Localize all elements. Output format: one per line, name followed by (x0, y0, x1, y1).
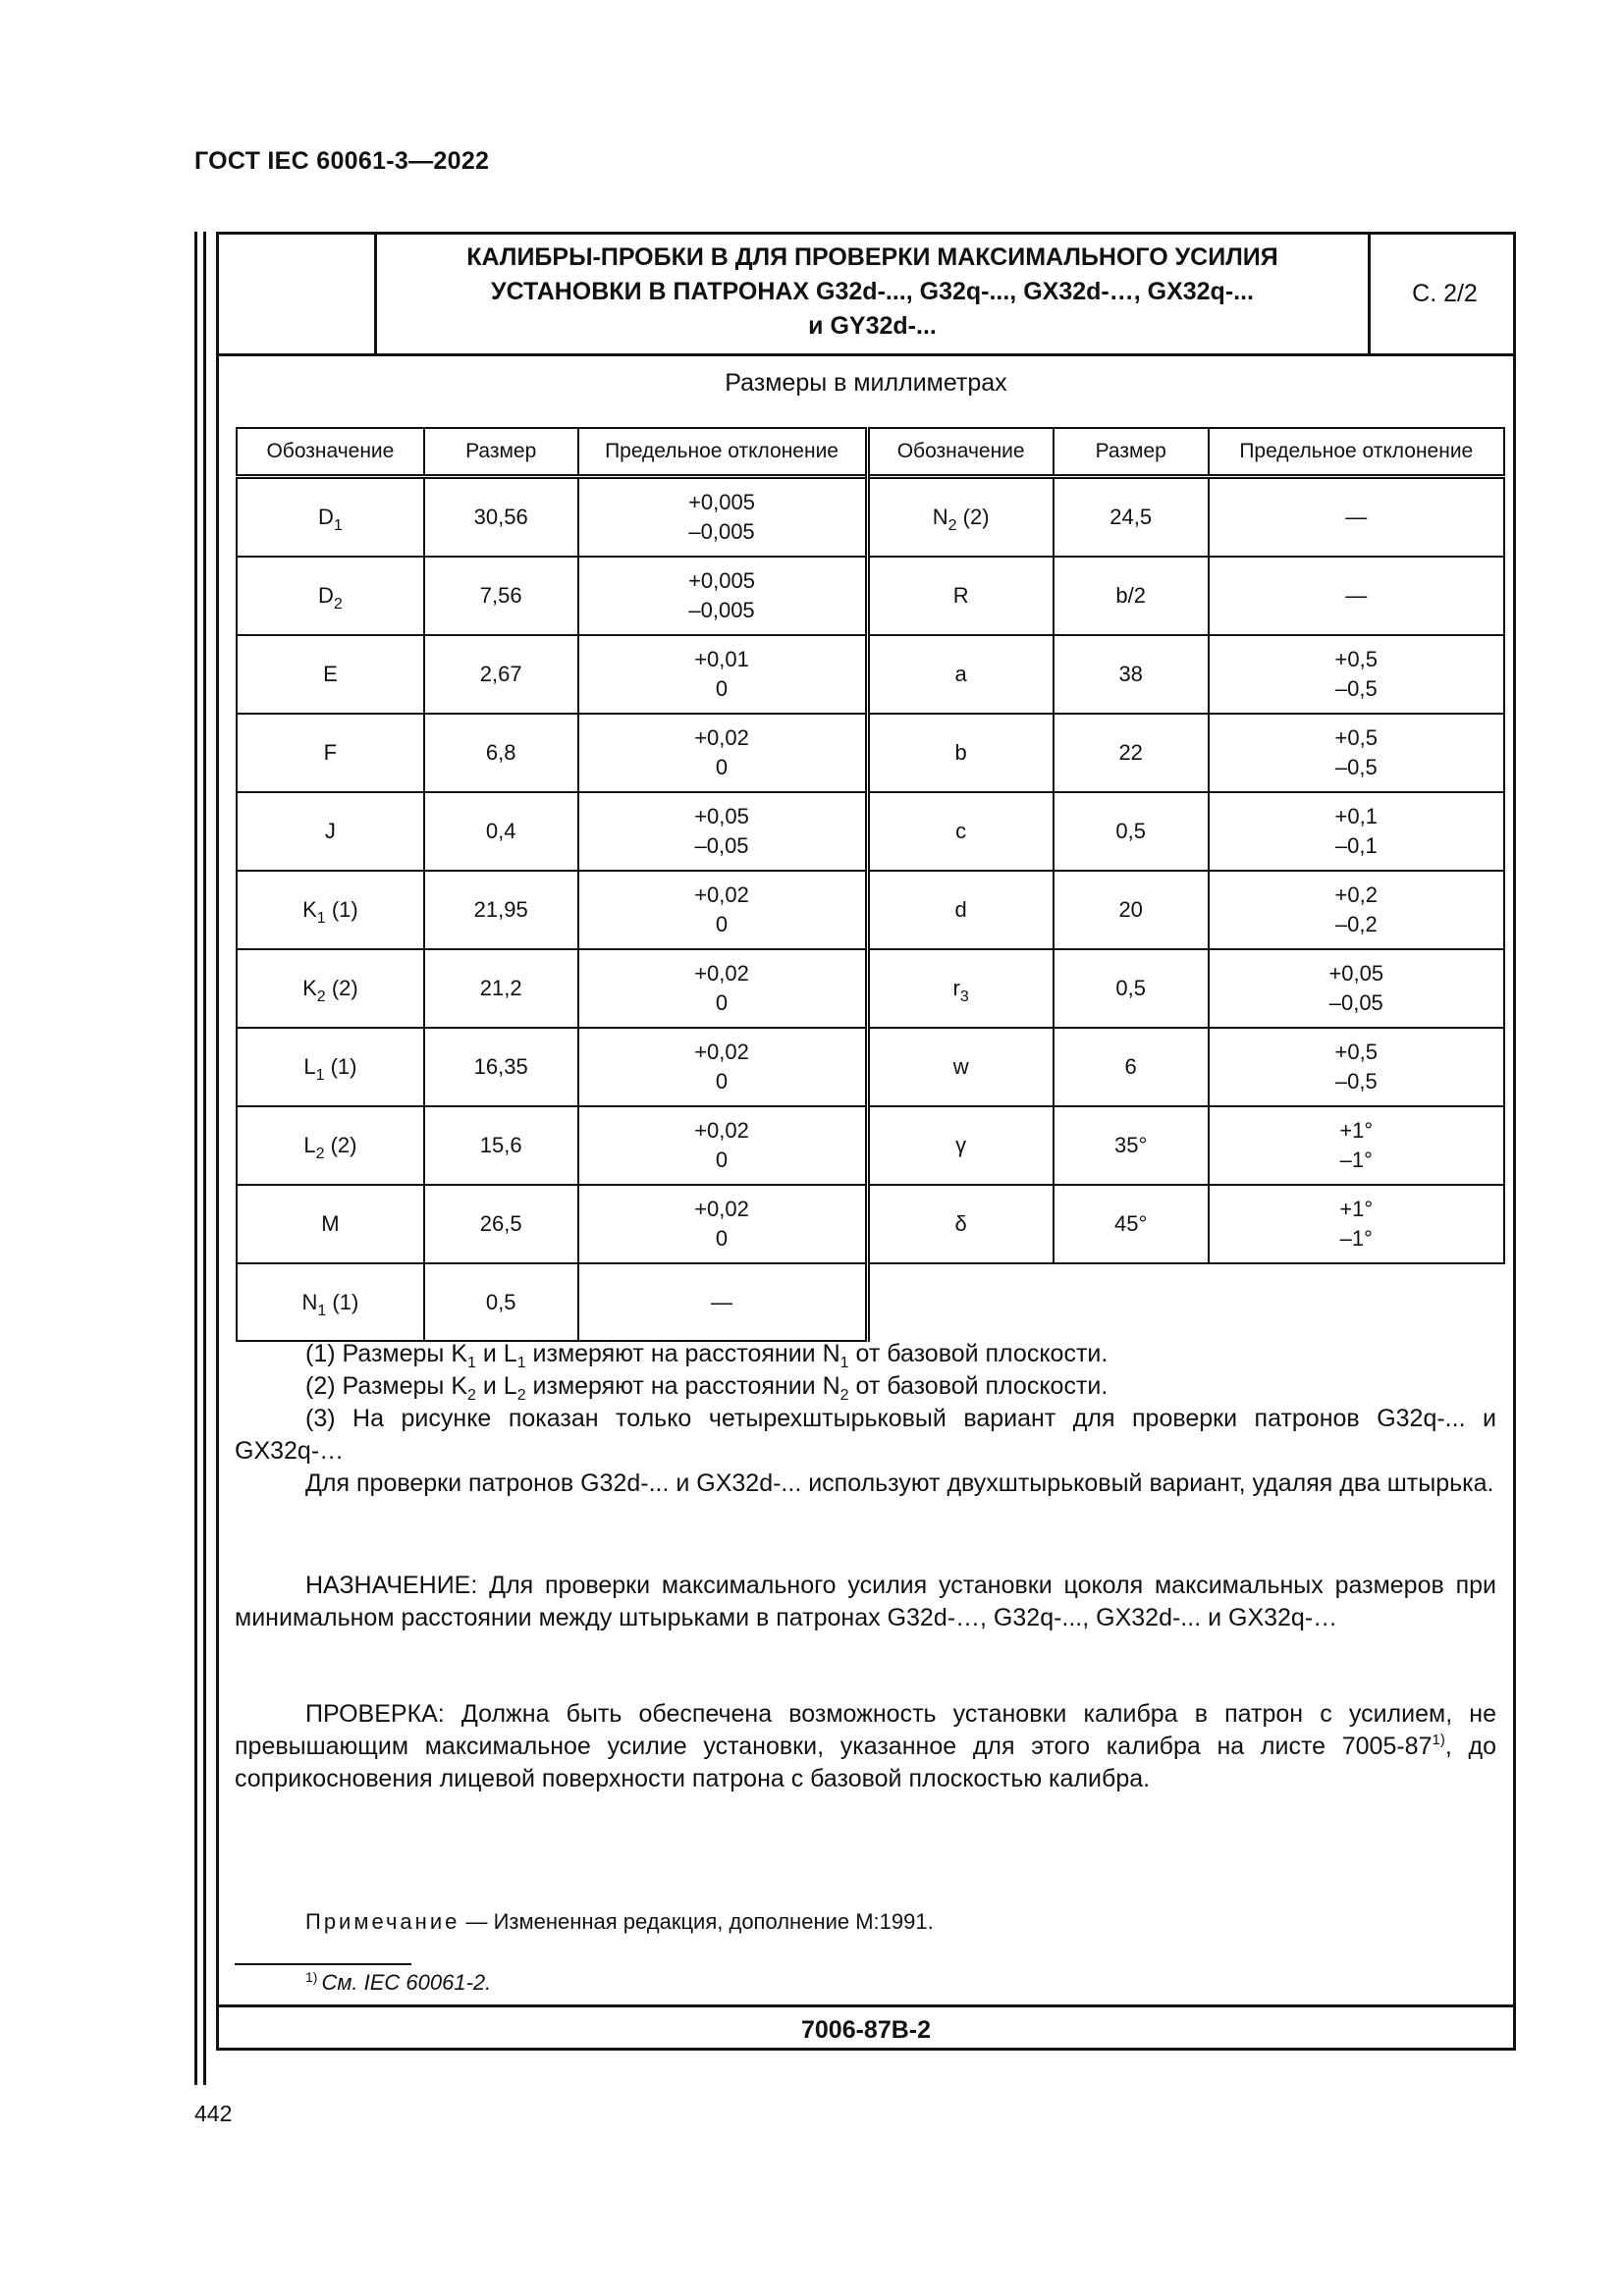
table-row (237, 635, 1504, 714)
dimensions-table (236, 427, 1505, 1342)
cell-tolerance: +0,02 0 (578, 949, 867, 1028)
cell-designation: $K_2$ (2) (237, 949, 424, 1028)
sheet-page-indicator: С. 2/2 (1368, 235, 1519, 353)
cell-size: 6 (1054, 1028, 1209, 1106)
cell-designation: w (867, 1028, 1054, 1106)
table-header-row (237, 428, 1504, 477)
remark-label: Примечание (305, 1909, 460, 1934)
cell-size: 24,5 (1054, 477, 1209, 558)
cell-size: 0,5 (1054, 792, 1209, 871)
cell-designation: M (237, 1185, 424, 1263)
cell-designation: $D_2$ (237, 557, 424, 635)
cell-designation: $L_1$ (1) (237, 1028, 424, 1106)
units-caption: Размеры в миллиметрах (725, 369, 1007, 397)
cell-size: 38 (1054, 635, 1209, 714)
sheet-code: 7006-87B-2 (219, 2004, 1513, 2054)
cell-size: 0,4 (424, 792, 578, 871)
cell-tolerance: +0,05 –0,05 (1209, 949, 1504, 1028)
cell-size: 16,35 (424, 1028, 578, 1106)
table-row (237, 557, 1504, 635)
cell-designation: b (867, 714, 1054, 792)
cell-tolerance: +1° –1° (1209, 1106, 1504, 1185)
cell-size: 21,95 (424, 871, 578, 949)
cell-size: 0,5 (1054, 949, 1209, 1028)
cell-size: 26,5 (424, 1185, 578, 1263)
footnote: $^{1)}$ См. IEC 60061-2. (305, 1969, 492, 1995)
cell-tolerance: +0,02 0 (578, 1185, 867, 1263)
table-row (237, 477, 1504, 558)
header-tolerance-left: Предельное отклонение (578, 428, 867, 477)
cell-tolerance: +0,05 –0,05 (578, 792, 867, 871)
cell-tolerance: +0,005 –0,005 (578, 557, 867, 635)
cell-designation: γ (867, 1106, 1054, 1185)
header-designation-right: Обозначение (867, 428, 1054, 477)
cell-designation: a (867, 635, 1054, 714)
note-3: (3) На рисунке показан только четырехштырьковый вариант для проверки патронов G32q-... и GX32q-… (235, 1405, 1496, 1465)
title-line-3: и GY32d-... (808, 312, 937, 340)
cell-size: b/2 (1054, 557, 1209, 635)
cell-size: 20 (1054, 871, 1209, 949)
cell-size: 22 (1054, 714, 1209, 792)
table-row (237, 1106, 1504, 1185)
title-block (219, 235, 1513, 356)
cell-designation: E (237, 635, 424, 714)
document-header: ГОСТ IEC 60061-3—2022 (194, 147, 490, 175)
check-paragraph: ПРОВЕРКА: Должна быть обеспечена возможность установки калибра в патрон с усилием, не превышающим максимальное усилие установки, указанное для этого калибра на листе 7005-87$^{1)}$, до соприкосновения лицевой поверхности патрона с базовой плоскостью калибра. (235, 1700, 1496, 1792)
note-4: Для проверки патронов G32d-... и GX32d-... используют двухштырьковый вариант, удаляя два штырька. (305, 1469, 1494, 1497)
cell-tolerance: +0,02 0 (578, 1106, 867, 1185)
cell-designation: R (867, 557, 1054, 635)
notes-block (235, 1338, 1496, 1500)
cell-size: 45° (1054, 1185, 1209, 1263)
cell-tolerance: +0,2 –0,2 (1209, 871, 1504, 949)
cell-designation: $N_2$ (2) (867, 477, 1054, 558)
cell-designation: d (867, 871, 1054, 949)
table-body (237, 477, 1504, 1342)
cell-tolerance: +0,1 –0,1 (1209, 792, 1504, 871)
cell-designation: $N_1$ (1) (237, 1263, 424, 1341)
note-2: (2) Размеры $K_2$ и $L_2$ измеряют на расстоянии $N_2$ от базовой плоскости. (305, 1372, 1109, 1404)
table-row (237, 871, 1504, 949)
cell-size: 21,2 (424, 949, 578, 1028)
table-row (237, 1185, 1504, 1263)
cell-size: 15,6 (424, 1106, 578, 1185)
cell-size: 0,5 (424, 1263, 578, 1341)
remark (305, 1909, 934, 1935)
cell-tolerance: — (578, 1263, 867, 1341)
cell-designation: c (867, 792, 1054, 871)
note-1: (1) Размеры $K_1$ и $L_1$ измеряют на расстоянии $N_1$ от базовой плоскости. (305, 1340, 1109, 1371)
cell-tolerance: — (1209, 477, 1504, 558)
table-row (237, 714, 1504, 792)
table-row (237, 1028, 1504, 1106)
title-empty-cell (219, 235, 377, 353)
cell-tolerance: +0,005 –0,005 (578, 477, 867, 558)
footnote-separator (235, 1963, 411, 1965)
binding-line-outer (194, 232, 197, 2085)
cell-tolerance: +0,02 0 (578, 871, 867, 949)
header-size-right: Размер (1054, 428, 1209, 477)
cell-designation: δ (867, 1185, 1054, 1263)
cell-tolerance: +0,5 –0,5 (1209, 635, 1504, 714)
cell-designation: $r_3$ (867, 949, 1054, 1028)
page-number: 442 (194, 2101, 233, 2126)
table-row (237, 792, 1504, 871)
cell-tolerance: +0,02 0 (578, 714, 867, 792)
title-line-2: УСТАНОВКИ В ПАТРОНАХ G32d-..., G32q-..., GX32d-…, GX32q-... (491, 278, 1254, 305)
remark-text: — Измененная редакция, дополнение M:1991. (460, 1909, 934, 1934)
cell-tolerance: +0,02 0 (578, 1028, 867, 1106)
purpose-paragraph: НАЗНАЧЕНИЕ: Для проверки максимального усилия установки цоколя максимальных размеров при минимальном расстоянии между штырьками в патронах G32d-…, G32q-..., GX32d-... и GX32q-… (235, 1572, 1496, 1631)
cell-tolerance: +1° –1° (1209, 1185, 1504, 1263)
title-line-1: КАЛИБРЫ-ПРОБКИ B ДЛЯ ПРОВЕРКИ МАКСИМАЛЬНОГО УСИЛИЯ (466, 243, 1278, 271)
cell-tolerance: +0,5 –0,5 (1209, 714, 1504, 792)
header-size-left: Размер (424, 428, 578, 477)
header-tolerance-right: Предельное отклонение (1209, 428, 1504, 477)
table-row (237, 949, 1504, 1028)
cell-designation: F (237, 714, 424, 792)
cell-designation: $L_2$ (2) (237, 1106, 424, 1185)
binding-line-inner (203, 232, 206, 2085)
cell-tolerance: +0,5 –0,5 (1209, 1028, 1504, 1106)
cell-size: 2,67 (424, 635, 578, 714)
cell-tolerance: +0,01 0 (578, 635, 867, 714)
cell-tolerance: — (1209, 557, 1504, 635)
cell-designation: J (237, 792, 424, 871)
cell-designation: $D_1$ (237, 477, 424, 558)
cell-size: 6,8 (424, 714, 578, 792)
cell-size: 30,56 (424, 477, 578, 558)
sheet-frame (216, 232, 1516, 2051)
cell-designation: $K_1$ (1) (237, 871, 424, 949)
header-designation-left: Обозначение (237, 428, 424, 477)
sheet-title (377, 240, 1368, 347)
cell-size: 35° (1054, 1106, 1209, 1185)
cell-size: 7,56 (424, 557, 578, 635)
empty-area (867, 1263, 1504, 1341)
table-row (237, 1263, 1504, 1341)
